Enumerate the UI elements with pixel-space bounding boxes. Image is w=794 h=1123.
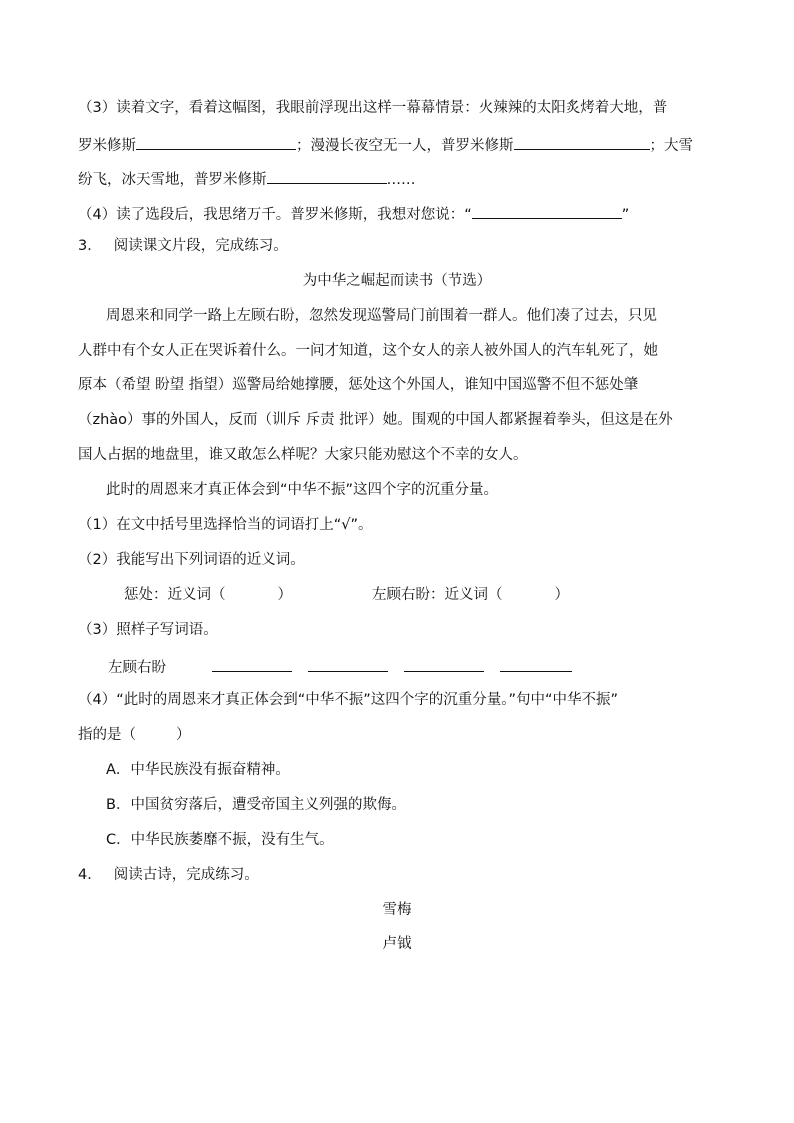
passage-line: 国人占据的地盘里，谁又敢怎么样呢？大家只能劝慰这个不幸的女人。 <box>78 447 528 463</box>
q2-sub3-text-b2: ；漫漫长夜空无一人，普罗米修斯 <box>296 138 514 154</box>
answer-blank[interactable] <box>404 655 484 672</box>
q3-instruction: 阅读课文片段，完成练习。 <box>113 238 288 254</box>
answer-blank[interactable] <box>308 655 388 672</box>
answer-blank[interactable] <box>136 133 296 150</box>
passage-line: （zhào）事的外国人，反而（训斥 斥责 批评）她。围观的中国人都紧握着拳头，但这是在外 <box>78 412 673 428</box>
passage-line: 原本（希望 盼望 指望）巡警局给她撑腰，惩处这个外国人，谁知中国巡警不但不惩处肇 <box>78 377 639 393</box>
q3-sub2: （2）我能写出下列词语的近义词。 <box>78 552 305 568</box>
answer-blank[interactable] <box>514 133 650 150</box>
q2-sub4-text-b: ” <box>621 207 630 223</box>
q4-instruction: 阅读古诗，完成练习。 <box>113 867 259 883</box>
option-b: B．中国贫穷落后，遭受帝国主义列强的欺侮。 <box>106 797 406 813</box>
q3-sub3: （3）照样子写词语。 <box>78 622 218 638</box>
synonym-right-close: ） <box>554 587 569 603</box>
answer-blank[interactable] <box>500 655 572 672</box>
q2-sub3-text-b3: ；大雪 <box>649 138 693 154</box>
synonym-right <box>372 585 569 605</box>
synonym-left-label: 惩处：近义词（ <box>124 587 226 603</box>
pattern-example: 左顾右盼 <box>108 660 166 676</box>
q4-header <box>78 865 259 885</box>
passage-line: 此时的周恩来才真正体会到“中华不振”这四个字的沉重分量。 <box>106 482 499 498</box>
q2-sub3-text-c1: 纷飞，冰天雪地，普罗米修斯 <box>78 172 267 188</box>
poem-author: 卢钺 <box>382 936 412 952</box>
q3-sub4-text: 指的是（ <box>78 727 136 743</box>
word-pattern-row <box>108 655 572 678</box>
synonym-left <box>124 585 292 605</box>
passage-line: 周恩来和同学一路上左顾右盼，忽然发现巡警局门前围着一群人。他们凑了过去，只见 <box>106 308 657 324</box>
q2-sub4-line <box>78 202 629 225</box>
passage-line: 人群中有个女人正在哭诉着什么。一问才知道，这个女人的亲人被外国人的汽车轧死了，她 <box>78 343 658 359</box>
answer-blank[interactable] <box>212 655 292 672</box>
q4-number: 4． <box>78 867 102 883</box>
answer-blank[interactable] <box>472 202 622 219</box>
q2-sub3-text-c2: …… <box>386 172 416 188</box>
synonym-left-close: ） <box>277 587 292 603</box>
passage-title: 为中华之崛起而读书（节选） <box>302 273 492 289</box>
option-a: A．中华民族没有振奋精神。 <box>106 762 290 778</box>
q3-sub4-line2 <box>78 725 191 745</box>
q3-sub1: （1）在文中括号里选择恰当的词语打上“√”。 <box>78 517 373 533</box>
q2-sub3-line3 <box>78 167 416 190</box>
q3-number: 3． <box>78 238 102 254</box>
option-c: C．中华民族萎靡不振，没有生气。 <box>106 832 334 848</box>
poem-title: 雪梅 <box>382 902 412 918</box>
q3-sub4-line1: （4）“此时的周恩来才真正体会到“中华不振”这四个字的沉重分量。”句中“中华不振” <box>78 692 619 708</box>
q2-sub3-line2 <box>78 133 693 156</box>
q2-sub3-line1 <box>78 98 667 118</box>
answer-blank[interactable] <box>267 167 387 184</box>
q3-sub4-close: ） <box>176 727 191 743</box>
q2-sub3-text-b1: 罗米修斯 <box>78 138 136 154</box>
synonym-right-label: 左顾右盼：近义词（ <box>372 587 503 603</box>
q3-header <box>78 236 288 256</box>
q2-sub4-text-a: （4）读了选段后，我思绪万千。普罗米修斯，我想对您说：“ <box>78 207 472 223</box>
q2-sub3-text-a: （3）读着文字，看着这幅图，我眼前浮现出这样一幕幕情景：火辣辣的太阳炙烤着大地，普 <box>78 100 668 116</box>
